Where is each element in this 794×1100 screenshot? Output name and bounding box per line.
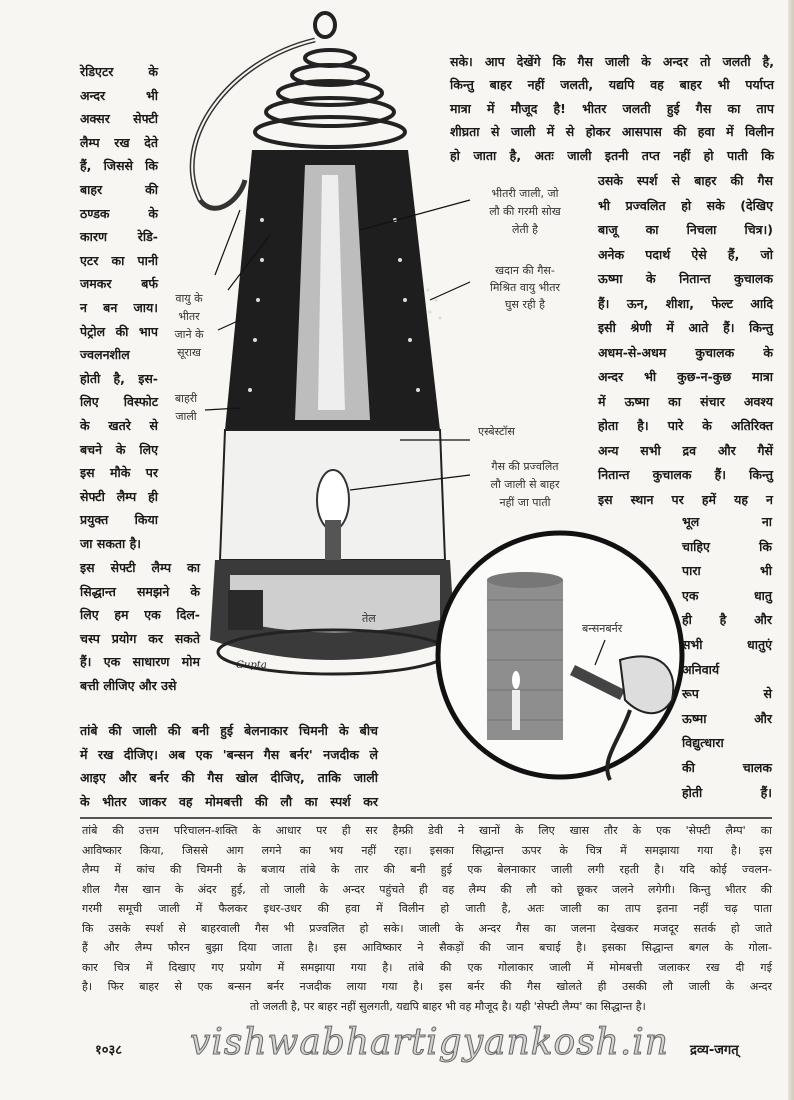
left-column-line: जा सकता है। (80, 536, 142, 551)
right-column-line: ही है और (682, 612, 772, 628)
bunsen-experiment-illustration (438, 533, 682, 780)
right-column-line: बाजू का निचला चित्र।) (598, 222, 773, 237)
box-note-line: हैं और लैम्प फौरन बुझा दिया जाता है। इस आविष्कार ने सैकड़ों की जान बचाई है। इसका सिद्धान्त बगल के गोला- (82, 941, 772, 954)
left-column-line: के खतरे से (80, 418, 158, 433)
right-column-line: पारा भी (682, 563, 772, 579)
figure-label-outer-mesh: जाली (175, 410, 197, 423)
right-column-line: इस स्थान पर हमें यह न (598, 491, 773, 507)
right-column-line: किन्तु बाहर नहीं जलती, यद्यपि वह बाहर भी पर्याप्त (450, 77, 774, 93)
figure-label-inner-mesh: लेती है (512, 223, 538, 236)
right-column-line: हैं। ऊन, शीशा, फेल्ट आदि (598, 295, 773, 311)
left-column-line: इस मौके पर (80, 465, 158, 481)
right-column-line: अनेक पदार्थ ऐसे हैं, जो (598, 246, 773, 262)
magazine-name: द्रव्य-जगत् (690, 1043, 739, 1058)
left-column-line: अन्दर भी (80, 87, 158, 103)
right-column-line: ऊष्मा और (682, 710, 772, 726)
right-column-line: होता है। पारे के अतिरिक्त (598, 418, 773, 433)
left-column-line: अक्सर सेफ्टी (80, 111, 158, 127)
figure-label-air-holes: सूराख (177, 346, 201, 359)
left-column-line: सिद्धान्त समझने के (80, 583, 200, 599)
left-column-line: सेफ्टी लैम्प ही (80, 488, 158, 504)
figure-label-outer-mesh: बाहरी (174, 392, 198, 405)
left-column-line: ठण्डक के (80, 205, 158, 221)
artist-signature: Gupta (236, 660, 267, 671)
right-column-line: होती हैं। (682, 784, 772, 800)
left-column-line: प्रयुक्त किया (80, 512, 158, 528)
box-note-line: तो जलती है, पर बाहर नहीं सुलगती, यद्यपि बाहर भी वह मौजूद है। यही 'सेफ्टी लैम्प' का सिद्धान्त है। (250, 999, 646, 1013)
candle (512, 690, 520, 730)
left-column-line: कारण रेडि- (80, 229, 158, 245)
left-column-line: बचने के लिए (80, 441, 158, 457)
left-column-line: एटर का पानी (80, 252, 158, 268)
figure-label-flame-note: लौ जाली से बाहर (490, 478, 560, 491)
left-column-line: न बन जाय। (80, 300, 158, 315)
right-column-line: हो जाता है, अतः जाली इतनी तप्त नहीं हो पाती कि (450, 147, 774, 163)
right-column-line: मात्रा में मौजूद है! भीतर जलती हुई गैस का ताप (450, 100, 774, 116)
lamp-coil-top (255, 50, 405, 147)
candle-flame (512, 671, 520, 689)
safety-lamp-illustration (192, 13, 470, 674)
right-column-line: अन्य सभी द्रव और गैसें (598, 442, 773, 458)
left-column-line: जमकर बर्फ (80, 276, 158, 292)
left-column-line: चस्प प्रयोग कर सकते (80, 630, 200, 646)
left-column-line: ज्वलनशील (80, 347, 130, 363)
right-column-line: उसके स्पर्श से बाहर की गैस (598, 173, 773, 188)
left-column-line: लिए हम एक दिल- (80, 607, 200, 623)
left-column-line: हैं, जिससे कि (80, 158, 158, 174)
left-column-line: पेट्रोल की भाप (80, 323, 158, 339)
left-column-line: बाहर की (80, 182, 158, 197)
figure-label-inner-mesh: लौ की गरमी सोख (489, 205, 561, 218)
left-column-line: होती है, इस- (80, 370, 158, 386)
right-column-line: चाहिए कि (682, 538, 772, 554)
right-column-line: एक धातु (682, 587, 772, 603)
right-column-line: भूल ना (682, 514, 772, 529)
right-column-line: अनिवार्य (682, 661, 720, 677)
right-column-line: विद्युत्धारा (682, 735, 724, 751)
page-number: १०३८ (95, 1043, 123, 1058)
left-column-line: के भीतर जाकर वह मोमबत्ती की लौ का स्पर्श कर (80, 793, 378, 809)
box-note-line: कार चित्र में दिखाए गए प्रयोग में समझाया गया है। तांबे की एक गोलाकार जाली में मोमबत्ती जलाकर रख दी गई (82, 960, 772, 974)
lamp-hook-ring (315, 13, 335, 37)
right-column-line: रूप से (682, 686, 772, 702)
figure-label-flame-note: नहीं जा पाती (499, 496, 551, 509)
right-column-line: शीघ्रता से जाली में से होकर आसपास की हवा में विलीन (450, 124, 774, 140)
right-column-line: नितान्त कुचालक हैं। किन्तु (598, 467, 773, 482)
box-note-line: कि उसके स्पर्श से बाहरवाली गैस भी प्रज्वलित हो सके। जाली के अन्दर गैस का जलना देखकर मजदूर सतर्क हो जाते (82, 921, 772, 935)
left-column-line: इस सेफ्टी लैम्प का (80, 560, 200, 575)
figure-label-air-holes: जाने के (174, 328, 204, 341)
right-column-line: ऊष्मा के नितान्त कुचालक (598, 271, 773, 286)
figure-label-mine-gas: घुस रही है (505, 298, 545, 311)
left-column-line: बत्ती लीजिए और उसे (80, 678, 177, 693)
box-note-line: शील गैस खान के अंदर हुई, तो जाली के अन्दर पहुंचते ही वह लैम्प की लौ को छूकर जलने लगेगी। किन्तु भीतर की (82, 882, 772, 896)
figure-label-mine-gas: खदान की गैस- (495, 264, 555, 277)
right-column-line: अन्दर भी कुछ-न-कुछ मात्रा (598, 369, 773, 384)
watermark: vishwabhartigyankosh.in (190, 1022, 669, 1063)
box-note-line: आविष्कार किया, जिससे आग लगने का भय नहीं रहा। इसका सिद्धान्त ऊपर के चित्र में समझाया गया है। इस (82, 843, 772, 857)
figure-label-air-holes: वायु के (175, 292, 203, 305)
left-column-line: में रख दीजिए। अब एक 'बन्सन गैस बर्नर' नजदीक ले (80, 746, 378, 762)
figure-label-flame-note: गैस की प्रज्वलित (491, 460, 559, 473)
figure-label-asbestos: एस्बेस्टॉस (478, 425, 515, 438)
box-divider (80, 817, 772, 819)
figure-label-oil: तेल (362, 612, 376, 625)
left-column-line: हैं। एक साधारण मोम (80, 654, 200, 670)
left-column-line: लैम्प रख देते (80, 134, 158, 150)
left-column-line: लिए विस्फोट (80, 394, 158, 410)
box-note-line: गरमी समूची जाली में फैलकर इधर-उधर की हवा में विलीन हो जाती है, अतः जाली का ताप इतना नहीं चढ़ पाता (82, 902, 772, 915)
left-column-line: आइए और बर्नर की गैस खोल दीजिए, ताकि जाली (80, 770, 378, 786)
right-column-line: भी प्रज्वलित हो सके (देखिए (598, 197, 773, 213)
figure-label-mine-gas: मिश्रित वायु भीतर (489, 281, 561, 294)
box-note-line: लैम्प में कांच की चिमनी के बजाय तांबे के तार की बनी हुई एक बेलनाकार जाली लगी रहती है। यदि कोई ज्वलन- (82, 863, 772, 876)
figure-label-bunsen-burner: बन्सनबर्नर (582, 622, 623, 635)
box-note-line: है। फिर बाहर से एक बन्सन बर्नर नजदीक लाया गया है। इस बर्नर की गैस खोलते ही उसकी लौ जाली के अन्दर (82, 980, 772, 993)
left-column-line: तांबे की जाली की बनी हुई बेलनाकार चिमनी के बीच (80, 723, 378, 738)
box-note-line: तांबे की उत्तम परिचालन-शक्ति के आधार पर ही सर हैम्फ्री डेवी ने खानों के लिए खास तौर के एक 'सेफ्टी लैम्प' का (82, 824, 772, 837)
right-column-line: की चालक (682, 760, 772, 775)
figure-label-inner-mesh: भीतरी जाली, जो (491, 187, 559, 200)
right-column-line: सके। आप देखेंगे कि गैस जाली के अन्दर तो जलती है, (450, 54, 774, 69)
right-column-line: सभी धातुएं (682, 637, 772, 652)
right-column-line: अधम-से-अधम कुचालक के (598, 344, 773, 360)
left-column-line: रेडिएटर के (80, 64, 158, 79)
right-column-line: इसी श्रेणी में आते हैं। किन्तु (598, 320, 773, 335)
right-column-line: में ऊष्मा का संचार अवश्य (598, 393, 773, 409)
figure-label-air-holes: भीतर (178, 310, 200, 323)
